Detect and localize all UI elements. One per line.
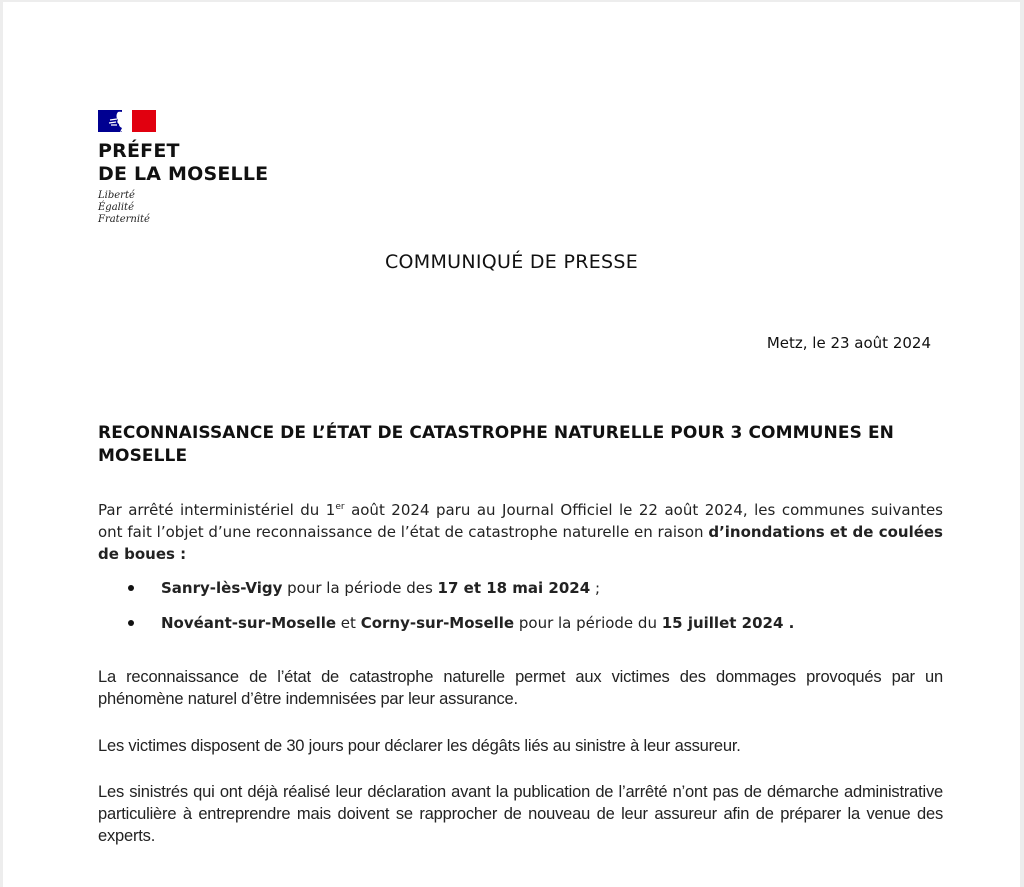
deadline-paragraph: Les victimes disposent de 30 jours pour déclarer les dégâts liés au sinistre à leur assureur. [98, 737, 741, 755]
list-item [98, 577, 943, 599]
intro-text-1: Par arrêté interministériel du 1 [98, 501, 336, 519]
commune-name: Novéant-sur-Moselle [161, 614, 337, 632]
list-item-text: pour la période des [282, 579, 438, 597]
communes-list [98, 577, 943, 647]
list-item-text: pour la période du [514, 614, 662, 632]
dateline: Metz, le 23 août 2024 [766, 334, 931, 352]
document-type-title: COMMUNIQUÉ DE PRESSE [384, 251, 639, 273]
document-page [3, 2, 1020, 887]
bullet-icon [128, 620, 134, 626]
list-item-end: ; [590, 579, 600, 597]
intro-bold-cause: d’inondations et de coulées de boues : [98, 523, 943, 563]
republic-motto [98, 190, 268, 226]
period-dates: 15 juillet 2024 . [661, 614, 795, 632]
prefecture-logo-block [98, 110, 268, 226]
press-release-headline: RECONNAISSANCE DE L’ÉTAT DE CATASTROPHE NATURELLE POUR 3 COMMUNES EN MOSELLE [98, 423, 894, 466]
prefecture-name [98, 140, 268, 186]
prefet-line-1: PRÉFET [98, 140, 180, 162]
motto-fraternite: Fraternité [98, 214, 150, 225]
ordinal-superscript: er [335, 502, 345, 512]
motto-liberte: Liberté [98, 190, 135, 201]
list-item-joiner: et [336, 614, 361, 632]
period-dates: 17 et 18 mai 2024 [437, 579, 591, 597]
prefet-line-2: DE LA MOSELLE [98, 163, 269, 185]
motto-egalite: Égalité [98, 202, 134, 213]
bullet-icon [128, 585, 134, 591]
commune-name: Corny-sur-Moselle [360, 614, 515, 632]
commune-name: Sanry-lès-Vigy [161, 579, 283, 597]
compensation-paragraph: La reconnaissance de l’état de catastrophe naturelle permet aux victimes des dommages provoqués par un phénomène naturel d’être indemnisées par leur assurance. [98, 668, 943, 708]
prior-declaration-paragraph: Les sinistrés qui ont déjà réalisé leur déclaration avant la publication de l’arrêté n’ont pas de démarche administrative particulière à entreprendre mais doivent se rapprocher de nouveau de leur assureur afin de préparer la venue des experts. [98, 783, 943, 845]
intro-paragraph [98, 499, 943, 565]
marianne-flag-icon [98, 110, 156, 132]
list-item [98, 612, 943, 634]
intro-text-2: août 2024 paru au Journal Officiel le 22 août 2024, les communes suivantes ont fait l’objet d’une reconnaissance de l’état de catastrophe naturelle en raison [98, 501, 943, 541]
